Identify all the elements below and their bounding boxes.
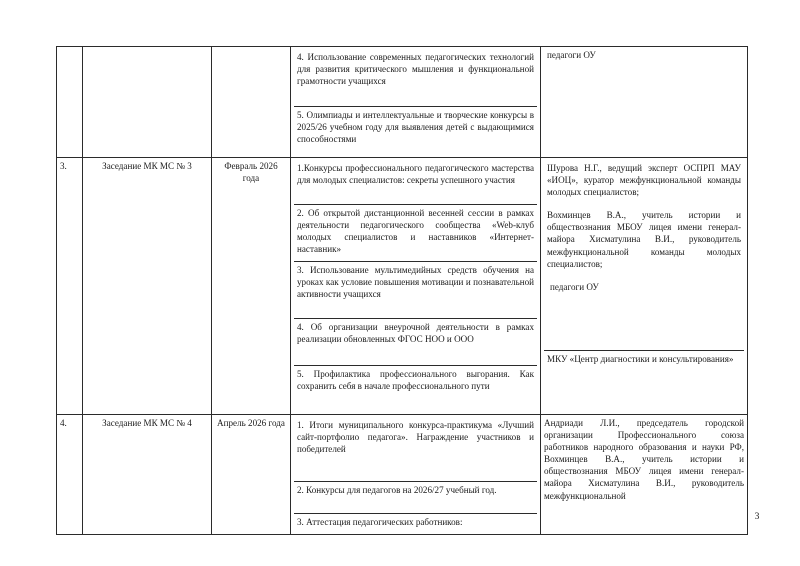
topic-subrow	[294, 205, 537, 262]
topic-item: 1.Конкурсы профессионального педагогического мастерства для молодых специалистов: секреты успешного участия	[294, 160, 537, 205]
responsible-text: педагоги ОУ	[547, 50, 596, 60]
topic-subrow	[294, 482, 537, 514]
responsible-cell	[541, 158, 748, 415]
table-row	[57, 47, 748, 158]
topics-cell	[291, 158, 541, 415]
topic-subrow	[294, 262, 537, 319]
topics-cell	[291, 47, 541, 158]
topic-item: 4. Об организации внеурочной деятельности в рамках реализации обновленных ФГОС НОО и ООО	[294, 319, 537, 366]
responsible-subrow	[544, 351, 744, 398]
responsible-teachers: педагоги ОУ	[550, 281, 599, 292]
row-number-cell: 3.	[57, 158, 83, 415]
topic-subrow	[294, 514, 537, 533]
topics-subtable	[294, 417, 537, 532]
responsible-organization: МКУ «Центр диагностики и консультирования»	[547, 354, 734, 364]
topic-item: 2. Конкурсы для педагогов на 2026/27 учебный год.	[294, 482, 537, 514]
topic-item: 5. Олимпиады и интеллектуальные и творческие конкурсы в 2025/26 учебном году для выявления детей с выдающимися способностями	[297, 110, 534, 145]
meeting-name-cell: Заседание МК МС № 3	[83, 158, 212, 415]
table-row	[57, 158, 748, 415]
responsible-group	[544, 160, 744, 351]
topic-item: 4. Использование современных педагогических технологий для развития критического мышления и функциональной грамотности учащихся	[294, 49, 537, 107]
meeting-date-cell: Февраль 2026 года	[212, 158, 291, 415]
meeting-name-cell	[83, 47, 212, 158]
paragraph-spacer	[547, 198, 741, 209]
meeting-date-cell: Апрель 2026 года	[212, 415, 291, 535]
topic-subrow	[294, 366, 537, 413]
table-row	[57, 415, 748, 535]
topics-subtable	[294, 160, 537, 412]
row-number-cell	[57, 47, 83, 158]
schedule-table	[56, 46, 748, 535]
topic-subrow	[294, 417, 537, 482]
row-number-cell: 4.	[57, 415, 83, 535]
meeting-name-cell: Заседание МК МС № 4	[83, 415, 212, 535]
topic-subrow	[294, 160, 537, 205]
topic-subrow	[294, 49, 537, 107]
topic-item: 3. Использование мультимедийных средств обучения на уроках как условие повышения мотивации и познавательной активности учащихся	[294, 262, 537, 319]
responsible-person-vokhmintsev: Вохминцев В.А., учитель истории и обществознания МБОУ лицея имени генерал-майора Хисматулина В.И., руководитель межфункциональной команды молодых специалистов;	[547, 210, 741, 269]
topic-item: 3. Аттестация педагогических работников:	[297, 517, 463, 527]
topic-item: 2. Об открытой дистанционной весенней сессии в рамках деятельности педагогического сообщества «Web-клуб молодых специалистов и наставников «Интернет-наставник»	[294, 205, 537, 262]
responsible-person-shurova: Шурова Н.Г., ведущий эксперт ОСПРП МАУ «ИОЦ», куратор межфункциональной команды молодых специалистов;	[547, 163, 741, 198]
responsible-cell: Андриади Л.И., председатель городской организации Профессионального союза работников народного образования и науки РФ, Вохминцев В.А., учитель истории и обществознания МБОУ лицея имени генерал-майора Хисматулина В.И., руководитель межфункциональной	[541, 415, 748, 535]
paragraph-spacer	[547, 270, 741, 281]
responsible-subrow	[544, 160, 744, 351]
topic-subrow	[294, 319, 537, 366]
topic-item: 5. Профилактика профессионального выгорания. Как сохранить себя в начале профессионального пути	[297, 369, 534, 392]
meeting-date-cell	[212, 47, 291, 158]
responsible-cell	[541, 47, 748, 158]
topic-item: 1. Итоги муниципального конкурса-практикума «Лучший сайт-портфолио педагога». Награждение участников и победителей	[294, 417, 537, 482]
topic-subrow	[294, 107, 537, 156]
topics-cell	[291, 415, 541, 535]
topics-subtable	[294, 49, 537, 155]
responsible-subtable	[544, 160, 744, 397]
page-number: 3	[754, 511, 760, 522]
